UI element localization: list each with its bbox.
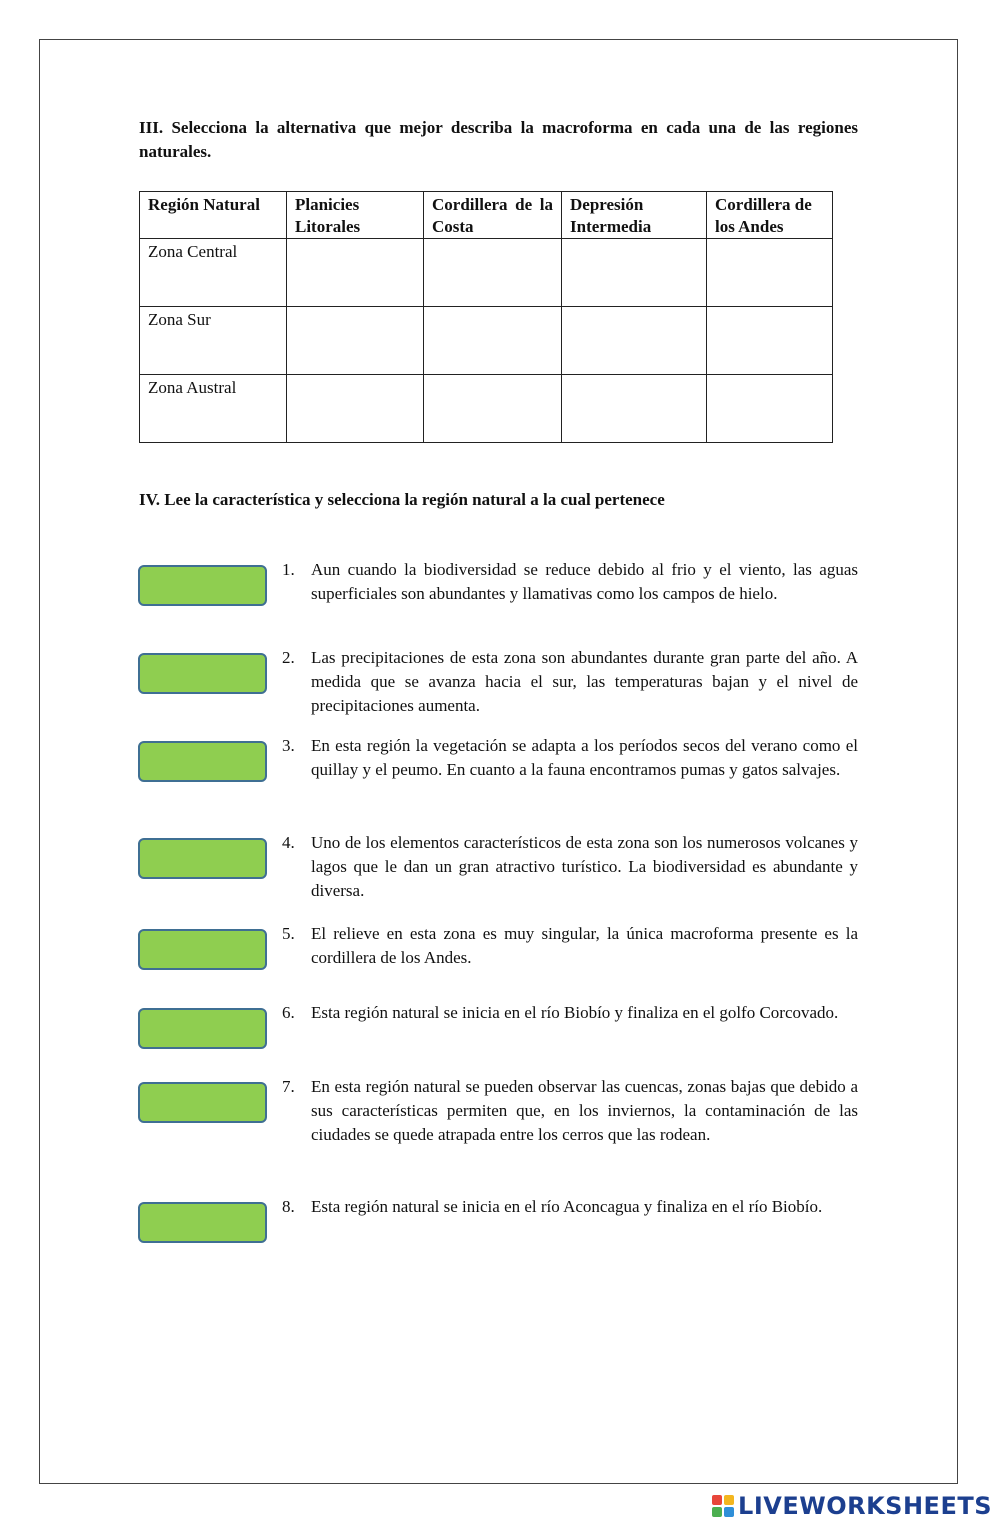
item-number: 4. — [282, 833, 295, 852]
answer-dropdown-1[interactable] — [138, 565, 267, 606]
row-label: Zona Central — [140, 239, 287, 307]
header-depresion: Depresión Intermedia — [562, 192, 707, 239]
item-text: Las precipitaciones de esta zona son abundantes durante gran parte del año. A medida que se avanza hacia el sur, las temperaturas bajan y el nivel de precipitaciones aumenta. — [311, 648, 858, 715]
answer-cell[interactable] — [562, 375, 707, 443]
answer-cell[interactable] — [424, 307, 562, 375]
answer-dropdown-6[interactable] — [138, 1008, 267, 1049]
item-number: 1. — [282, 560, 295, 579]
liveworksheets-brand[interactable] — [712, 1490, 992, 1522]
item-text: En esta región natural se pueden observar las cuencas, zonas bajas que debido a sus características permiten que, en los inviernos, la contaminación de las ciudades se quede atrapada entre los cerros que las rodean. — [311, 1077, 858, 1144]
table-header-row — [140, 192, 833, 239]
item-text: Aun cuando la biodiversidad se reduce debido al frio y el viento, las aguas superficiales son abundantes y llamativas como los campos de hielo. — [311, 560, 858, 603]
answer-cell[interactable] — [707, 239, 833, 307]
item-number: 2. — [282, 648, 295, 667]
row-label: Zona Austral — [140, 375, 287, 443]
liveworksheets-logo-icon — [712, 1495, 734, 1517]
section-iii-heading: III. Selecciona la alternativa que mejor describa la macroforma en cada una de las regiones naturales. — [139, 118, 858, 161]
answer-dropdown-3[interactable] — [138, 741, 267, 782]
answer-cell[interactable] — [424, 375, 562, 443]
row-label: Zona Sur — [140, 307, 287, 375]
answer-cell[interactable] — [424, 239, 562, 307]
item-text: Uno de los elementos característicos de esta zona son los numerosos volcanes y lagos que le dan un gran atractivo turístico. La biodiversidad es abundante y diversa. — [311, 833, 858, 900]
logo-square — [712, 1507, 722, 1517]
answer-cell[interactable] — [287, 375, 424, 443]
answer-dropdown-7[interactable] — [138, 1082, 267, 1123]
item-text: El relieve en esta zona es muy singular, la única macroforma presente es la cordillera de los Andes. — [311, 924, 858, 967]
answer-cell[interactable] — [287, 239, 424, 307]
item-number: 5. — [282, 924, 295, 943]
logo-square — [712, 1495, 722, 1505]
header-cordillera-costa: Cordillera de la Costa — [424, 192, 562, 239]
logo-square — [724, 1495, 734, 1505]
macroform-table — [139, 191, 833, 443]
answer-cell[interactable] — [562, 239, 707, 307]
item-number: 7. — [282, 1077, 295, 1096]
header-region: Región Natural — [140, 192, 287, 239]
table-row — [140, 307, 833, 375]
header-planicies: Planicies Litorales — [287, 192, 424, 239]
answer-cell[interactable] — [707, 307, 833, 375]
answer-dropdown-4[interactable] — [138, 838, 267, 879]
item-number: 8. — [282, 1197, 295, 1216]
answer-cell[interactable] — [562, 307, 707, 375]
section-iv-heading: IV. Lee la característica y selecciona la región natural a la cual pertenece — [139, 490, 665, 509]
header-cordillera-andes: Cordillera de los Andes — [707, 192, 833, 239]
logo-square — [724, 1507, 734, 1517]
table-row — [140, 239, 833, 307]
answer-cell[interactable] — [707, 375, 833, 443]
item-text: Esta región natural se inicia en el río Biobío y finaliza en el golfo Corcovado. — [311, 1003, 839, 1022]
brand-text: LIVEWORKSHEETS — [738, 1492, 992, 1520]
table-row — [140, 375, 833, 443]
item-text: En esta región la vegetación se adapta a los períodos secos del verano como el quillay y el peumo. En cuanto a la fauna encontramos pumas y gatos salvajes. — [311, 736, 858, 779]
answer-dropdown-8[interactable] — [138, 1202, 267, 1243]
item-number: 3. — [282, 736, 295, 755]
answer-dropdown-2[interactable] — [138, 653, 267, 694]
item-number: 6. — [282, 1003, 295, 1022]
answer-cell[interactable] — [287, 307, 424, 375]
item-text: Esta región natural se inicia en el río Aconcagua y finaliza en el río Biobío. — [311, 1197, 823, 1216]
answer-dropdown-5[interactable] — [138, 929, 267, 970]
